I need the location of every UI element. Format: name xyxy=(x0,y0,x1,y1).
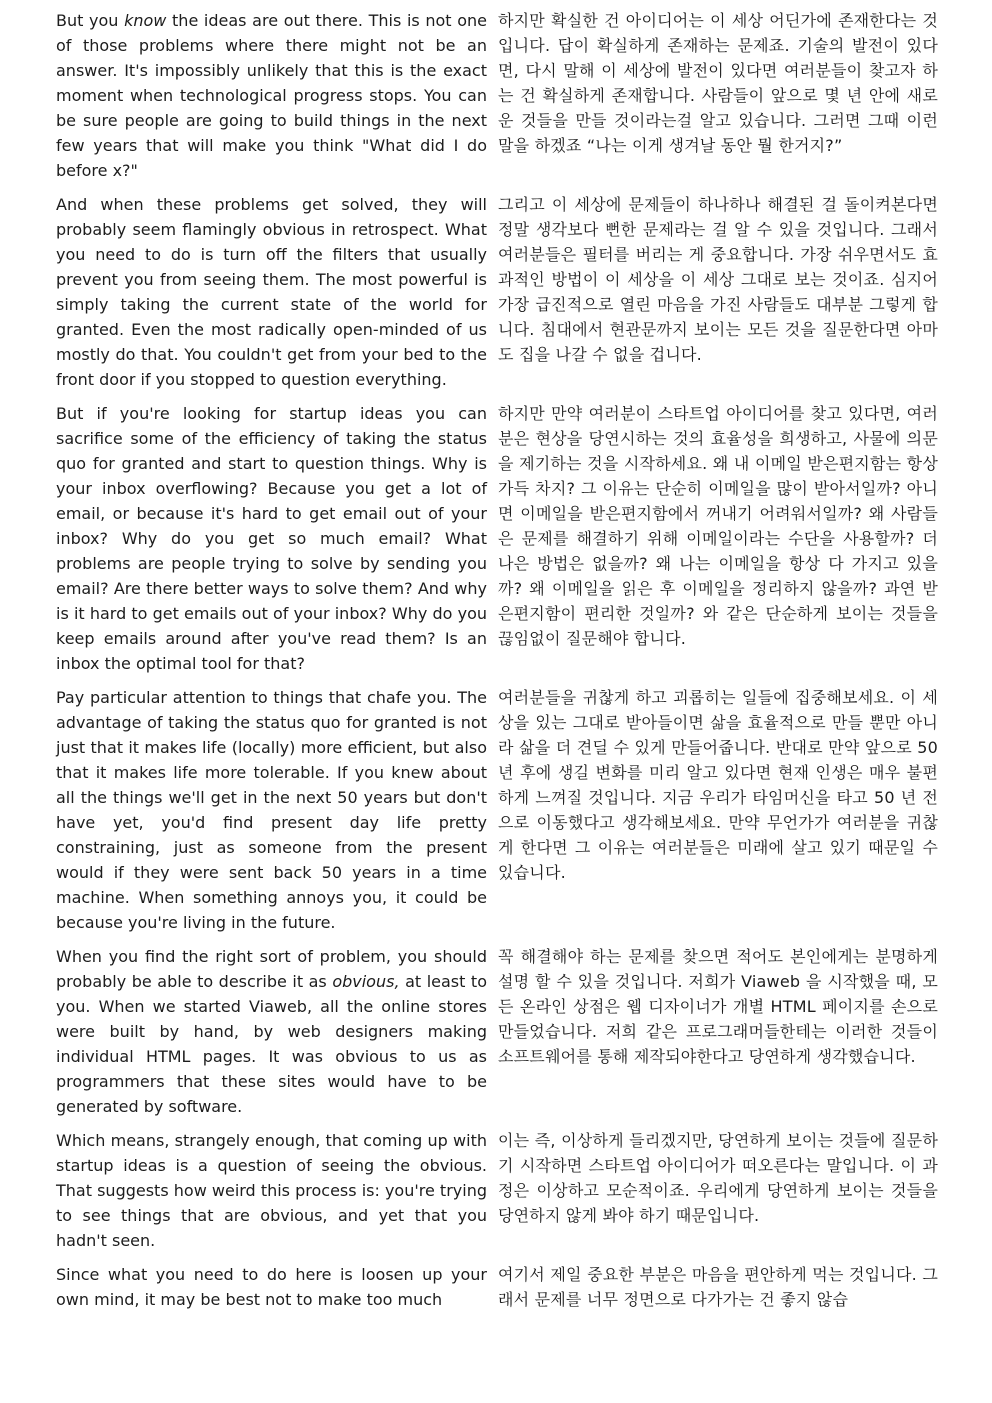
text-run: 그리고 이 세상에 문제들이 하나하나 해결된 걸 돌이켜본다면 정말 생각보다 뻔한 문제라는 걸 알 수 있을 것입니다. 그래서 여러분들은 필터를 버리는 게 중요합니다. 가장 쉬우면서도 효과적인 방법이 이 세상을 이 세상 그대로 보는 것이죠. 심지어 가장 급진적으로 열린 마음을 가진 사람들도 대부분 그렇게 합니다. 침대에서 현관문까지 보이는 모든 것을 질문한다면 아마도 집을 나갈 수 없을 겁니다. xyxy=(498,195,938,364)
text-run: 여기서 제일 중요한 부분은 마음을 편안하게 먹는 것입니다. 그래서 문제를 너무 정면으로 다가가는 건 좋지 않습 xyxy=(498,1265,938,1309)
text-run: But if you're looking for startup ideas you can sacrifice some of the efficiency of taking the status quo for granted and start to question things. Why is your inbox overflowing? Because you get a lot of email, or because it's hard to get email out of your inbox? Why do you get so much email? What problems are people trying to solve by sending you email? Are there better ways to solve them? And why is it hard to get emails out of your inbox? Why do you keep emails around after you've read them? Is an inbox the optimal tool for that? xyxy=(56,404,487,673)
korean-paragraph xyxy=(498,8,938,158)
text-run: And when these problems get solved, they will probably seem flamingly obvious in retrospect. What you need to do is turn off the filters that usually prevent you from seeing them. The most powerful is simply taking the current state of the world for granted. Even the most radically open-minded of us mostly do that. You couldn't get from your bed to the front door if you stopped to question everything. xyxy=(56,195,487,389)
paragraph-pair-row xyxy=(56,685,938,935)
paragraph-pair-row xyxy=(56,944,938,1119)
english-paragraph xyxy=(56,401,487,676)
text-run: Which means, strangely enough, that coming up with startup ideas is a question of seeing the obvious. That suggests how weird this process is: you're trying to see things that are obvious, and yet that you hadn't seen. xyxy=(56,1131,487,1250)
english-paragraph xyxy=(56,192,487,392)
text-run: Pay particular attention to things that chafe you. The advantage of taking the status quo for granted is not just that it makes life (locally) more efficient, but also that it makes life more tolerable. If you knew about all the things we'll get in the next 50 years but don't have yet, you'd find present day life pretty constraining, just as someone from the present would if they were sent back 50 years in a time machine. When something annoys you, it could be because you're living in the future. xyxy=(56,688,487,932)
text-run: 하지만 확실한 건 아이디어는 이 세상 어딘가에 존재한다는 것입니다. 답이 확실하게 존재하는 문제죠. 기술의 발전이 있다면, 다시 말해 이 세상에 발전이 있다면 여러분들이 찾고자 하는 건 확실하게 존재합니다. 사람들이 앞으로 몇 년 안에 새로운 것들을 만들 것이라는걸 알고 있습니다. 그러면 그때 이런 말을 하겠죠 “나는 이게 생겨날 동안 뭘 한거지?” xyxy=(498,11,938,155)
emphasized-text-run: obvious, xyxy=(332,972,400,991)
text-run: the ideas are out there. This is not one of those problems where there might not be an answer. It's impossibly unlikely that this is the exact moment when technological progress stops. You can be sure people are going to build things in the next few years that will make you think "What did I do before x?" xyxy=(56,11,487,180)
text-run: 꼭 해결해야 하는 문제를 찾으면 적어도 본인에게는 분명하게 설명 할 수 있을 것입니다. 저희가 Viaweb 을 시작했을 때, 모든 온라인 상점은 웹 디자이너가 개별 HTML 페이지를 손으로 만들었습니다. 저희 같은 프로그래머들한테는 이러한 것들이 소프트웨어를 통해 제작되야한다고 당연하게 생각했습니다. xyxy=(498,947,938,1066)
korean-paragraph xyxy=(498,944,938,1069)
english-paragraph xyxy=(56,1128,487,1253)
text-run: But you xyxy=(56,11,125,30)
emphasized-text-run: know xyxy=(124,11,167,30)
paragraph-pair-row xyxy=(56,8,938,183)
paragraph-pair-row xyxy=(56,1128,938,1253)
text-run: 하지만 만약 여러분이 스타트업 아이디어를 찾고 있다면, 여러분은 현상을 당연시하는 것의 효율성을 희생하고, 사물에 의문을 제기하는 것을 시작하세요. 왜 내 이메일 받은편지함는 항상 가득 차지? 그 이유는 단순히 이메일을 많이 받아서일까? 아니면 이메일을 받은편지함에서 꺼내기 어려워서일까? 왜 사람들은 문제를 해결하기 위해 이메일이라는 수단을 사용할까? 더 나은 방법은 없을까? 왜 나는 이메일을 항상 다 가지고 있을까? 왜 이메일을 읽은 후 이메일을 정리하지 않을까? 과연 받은편지함이 편리한 것일까? 와 같은 단순하게 보이는 것들을 끊임없이 질문해야 합니다. xyxy=(498,404,938,648)
english-paragraph xyxy=(56,1262,487,1312)
english-paragraph xyxy=(56,685,487,935)
korean-paragraph xyxy=(498,685,938,885)
paragraph-pair-row xyxy=(56,401,938,676)
korean-paragraph xyxy=(498,1128,938,1228)
paragraph-pair-row xyxy=(56,1262,938,1312)
korean-paragraph xyxy=(498,401,938,651)
paragraph-pair-row xyxy=(56,192,938,392)
text-run: 이는 즉, 이상하게 들리겠지만, 당연하게 보이는 것들에 질문하기 시작하면 스타트업 아이디어가 떠오른다는 말입니다. 이 과정은 이상하고 모순적이죠. 우리에게 당연하게 보이는 것들을 당연하지 않게 봐야 하기 때문입니다. xyxy=(498,1131,938,1225)
korean-paragraph xyxy=(498,1262,938,1312)
text-run: at least to you. When we started Viaweb, all the online stores were built by hand, by web designers making individual HTML pages. It was obvious to us as programmers that these sites would have to be generated by software. xyxy=(56,972,487,1116)
english-paragraph xyxy=(56,8,487,183)
essay-rows xyxy=(56,8,938,1312)
text-run: 여러분들을 귀찮게 하고 괴롭히는 일들에 집중해보세요. 이 세상을 있는 그대로 받아들이면 삶을 효율적으로 만들 뿐만 아니라 삶을 더 견딜 수 있게 만들어줍니다. 반대로 만약 앞으로 50 년 후에 생길 변화를 미리 알고 있다면 현재 인생은 매우 불편하게 느껴질 것입니다. 지금 우리가 타임머신을 타고 50 년 전으로 이동했다고 생각해보세요. 만약 무언가가 여러분을 귀찮게 한다면 그 이유는 여러분들은 미래에 살고 있기 때문일 수 있습니다. xyxy=(498,688,938,882)
korean-paragraph xyxy=(498,192,938,367)
english-paragraph xyxy=(56,944,487,1119)
text-run: Since what you need to do here is loosen up your own mind, it may be best not to make too much xyxy=(56,1265,487,1309)
text-run: When you find the right sort of problem, you should probably be able to describe it as xyxy=(56,947,487,991)
